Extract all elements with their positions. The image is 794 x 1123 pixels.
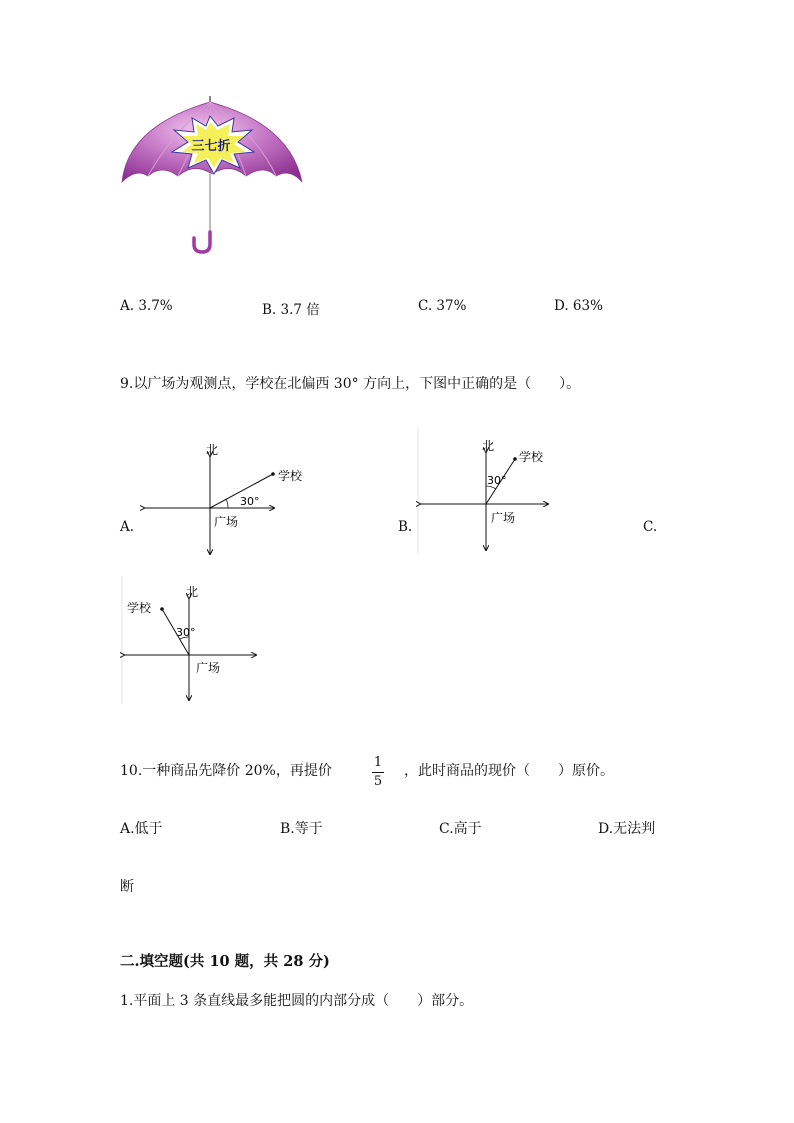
q9-diagram-a [140, 436, 320, 558]
fraction-numerator: 1 [373, 755, 383, 770]
umbrella-label: 三七折 [191, 139, 231, 154]
north-label: 北 [186, 585, 199, 599]
q8-option-a: A. 3.7% [120, 298, 173, 314]
angle-label: 30° [240, 495, 260, 508]
school-label: 学校 [519, 450, 544, 464]
q9-diagram-c [120, 576, 266, 704]
plaza-label: 广场 [196, 661, 221, 675]
q10-option-d: D.无法判 [598, 821, 656, 837]
q10-text-before: 10.一种商品先降价 20%，再提价 [120, 763, 332, 779]
q8-option-c: C. 37% [418, 298, 467, 314]
q10-option-b: B.等于 [280, 821, 323, 837]
fraction-denominator: 5 [373, 774, 383, 789]
umbrella-illustration [118, 96, 308, 260]
section-heading: 二.填空题(共 10 题，共 28 分) [120, 953, 330, 970]
q9-diagram-b [416, 428, 556, 554]
angle-label: 30° [176, 626, 196, 639]
q10-fraction [368, 754, 388, 791]
school-label: 学校 [127, 601, 152, 615]
q9-label-b: B. [398, 519, 413, 535]
q10-option-a: A.低于 [120, 821, 163, 837]
q10-option-c: C.高于 [439, 821, 482, 837]
school-label: 学校 [278, 469, 303, 483]
angle-label: 30° [487, 474, 507, 487]
q10-option-d-wrap: 断 [120, 879, 134, 895]
plaza-label: 广场 [491, 511, 516, 525]
north-label: 北 [482, 439, 495, 453]
fill-q1-text: 1.平面上 3 条直线最多能把圆的内部分成（ ）部分。 [120, 993, 474, 1009]
q10-text-after: ，此时商品的现价（ ）原价。 [404, 763, 614, 779]
q9-label-a: A. [120, 519, 135, 535]
q9-text: 9.以广场为观测点，学校在北偏西 30° 方向上，下图中正确的是（ ）。 [120, 376, 581, 392]
north-label: 北 [206, 443, 219, 457]
q8-option-d: D. 63% [554, 298, 603, 314]
q8-option-b: B. 3.7 倍 [262, 302, 320, 318]
q9-label-c: C. [643, 519, 658, 535]
plaza-label: 广场 [214, 515, 239, 529]
